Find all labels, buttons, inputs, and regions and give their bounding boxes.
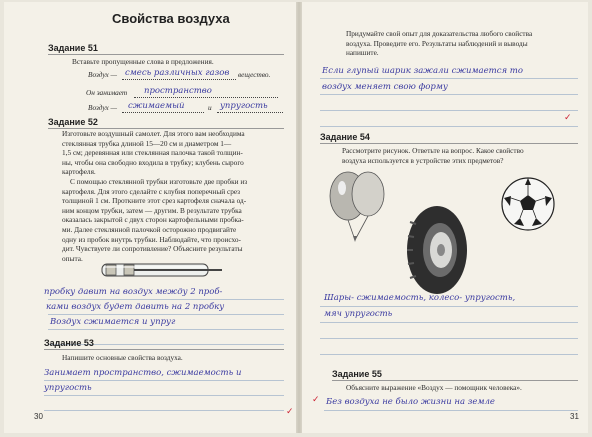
task-52-answer-line-3: Воздух сжимается и упруг xyxy=(50,317,176,327)
task-55-heading: Задание 55 xyxy=(332,369,382,379)
ruled-line xyxy=(320,110,578,111)
task-51-row3-answer1: сжимаемый xyxy=(128,101,185,111)
margin-check-mark: ✓ xyxy=(564,112,572,122)
task-52-heading: Задание 52 xyxy=(48,117,98,127)
text-line: оказалась закрытой с двух сторон картофельными пробка- xyxy=(62,215,244,225)
task-52-text xyxy=(62,129,288,263)
text-line: воздуха. Проведите его. Результаты наблюдений и выводы xyxy=(346,38,528,48)
heading-divider xyxy=(320,143,578,144)
ruled-line xyxy=(44,380,284,381)
ruled-line xyxy=(320,354,578,355)
ruled-line xyxy=(48,314,284,315)
intro-text xyxy=(346,29,582,58)
ruled-line xyxy=(320,306,578,307)
margin-check-mark: ✓ xyxy=(312,394,320,404)
glass-tube-illustration xyxy=(100,256,224,284)
balloons-illustration xyxy=(322,166,392,266)
soccer-ball-illustration xyxy=(500,176,556,232)
task-53-answer-line-1: Занимает пространство, сжимаемость и xyxy=(44,368,242,378)
task-51-instruction: Вставьте пропущенные слова в предложения. xyxy=(72,57,214,66)
page-number: 31 xyxy=(570,412,579,421)
task-53-heading: Задание 53 xyxy=(44,338,94,348)
task-51-row1-label: Воздух — xyxy=(88,70,118,79)
task-52-answer-line-1: пробку давит на воздух между 2 проб- xyxy=(44,287,223,297)
task-51-row3-blank1 xyxy=(122,112,204,113)
text-line: воздуха используется в устройстве этих предметов? xyxy=(342,155,504,165)
page-number: 30 xyxy=(34,412,43,421)
text-line: стеклянная трубка длиной 15—20 см и диаметром 1— xyxy=(62,138,232,148)
task-55-instruction: Объясните выражение «Воздух — помощник человека». xyxy=(346,383,522,392)
text-line: толщиной 1 см. Проткните этот срез картофеля сначала од- xyxy=(62,196,247,206)
task-51-heading: Задание 51 xyxy=(48,43,98,53)
right-page xyxy=(302,2,588,433)
task-52-answer-line-2: ками воздух будет давить на 2 пробку xyxy=(46,302,225,312)
ruled-line xyxy=(44,395,284,396)
text-line: одну из пробок внутрь трубки. Наблюдайте, что происхо- xyxy=(62,234,241,244)
task-54-answer-line-2: мяч упругость xyxy=(324,309,393,319)
left-page xyxy=(4,2,296,433)
ruled-line xyxy=(320,94,578,95)
heading-divider xyxy=(332,380,578,381)
text-line: Придумайте свой опыт для доказательства любого свойства xyxy=(346,29,533,38)
text-line: напишите. xyxy=(346,48,379,58)
ruled-line xyxy=(320,322,578,323)
heading-divider xyxy=(44,349,284,350)
text-line: опыта. xyxy=(62,253,83,263)
ruled-line xyxy=(320,78,578,79)
task-55-answer-line-1: Без воздуха не было жизни на земле xyxy=(326,397,495,407)
text-line: ним концом трубки, затем — другим. В результате трубка xyxy=(62,205,242,215)
page-title: Свойства воздуха xyxy=(112,11,230,26)
ruled-line xyxy=(324,410,578,411)
intro-answer-line-2: воздух меняет свою форму xyxy=(322,82,448,92)
task-51-row3-blank2 xyxy=(217,112,283,113)
text-line: ми. Далее стеклянной палочкой осторожно продвигайте xyxy=(62,224,237,234)
margin-check-mark: ✓ xyxy=(286,406,294,416)
text-line: ны, чтобы она свободно входила в трубку; клубень сырого xyxy=(62,157,244,167)
heading-divider xyxy=(48,54,284,55)
task-54-text xyxy=(342,146,582,165)
task-51-row2-label: Он занимает xyxy=(86,88,128,97)
text-line: Изготовьте воздушный самолет. Для этого вам необходима xyxy=(62,129,245,138)
task-54-heading: Задание 54 xyxy=(320,132,370,142)
tire-illustration xyxy=(402,202,472,298)
ruled-line xyxy=(320,338,578,339)
task-51-row1-answer: смесь различных газов xyxy=(125,68,230,78)
ruled-line xyxy=(320,126,578,127)
task-51-row3-answer2: упругость xyxy=(220,101,268,111)
ruled-line xyxy=(44,410,284,411)
ruled-line xyxy=(48,299,284,300)
text-line: С помощью стеклянной трубки изготовьте две пробки из xyxy=(70,176,248,186)
task-51-row3-conj: и xyxy=(208,103,212,112)
workbook-spread xyxy=(4,2,588,433)
text-line: 1,5 см; деревянная или стеклянная палочка такой толщин- xyxy=(62,148,243,158)
text-line: Рассмотрите рисунок. Ответьте на вопрос. Какое свойство xyxy=(342,146,524,155)
task-51-row1-blank xyxy=(122,79,236,80)
task-53-answer-line-2: упругость xyxy=(44,383,92,393)
task-53-instruction: Напишите основные свойства воздуха. xyxy=(62,353,183,362)
text-line: картофеля. xyxy=(62,167,96,177)
task-54-answer-line-1: Шары- сжимаемость, колесо- упругость, xyxy=(324,293,516,303)
text-line: картофеля. Для этого сделайте с клубня поперечный срез xyxy=(62,186,241,196)
task-51-row1-end: вещество. xyxy=(238,70,271,79)
ruled-line xyxy=(48,329,284,330)
task-51-row3-label: Воздух — xyxy=(88,103,118,112)
text-line: дит. Чувствуете ли сопротивление? Объясните результаты xyxy=(62,244,243,254)
task-51-row2-answer: пространство xyxy=(144,86,212,96)
intro-answer-line-1: Если глупый шарик зажали сжимается то xyxy=(322,66,523,76)
task-51-row2-blank xyxy=(134,97,278,98)
